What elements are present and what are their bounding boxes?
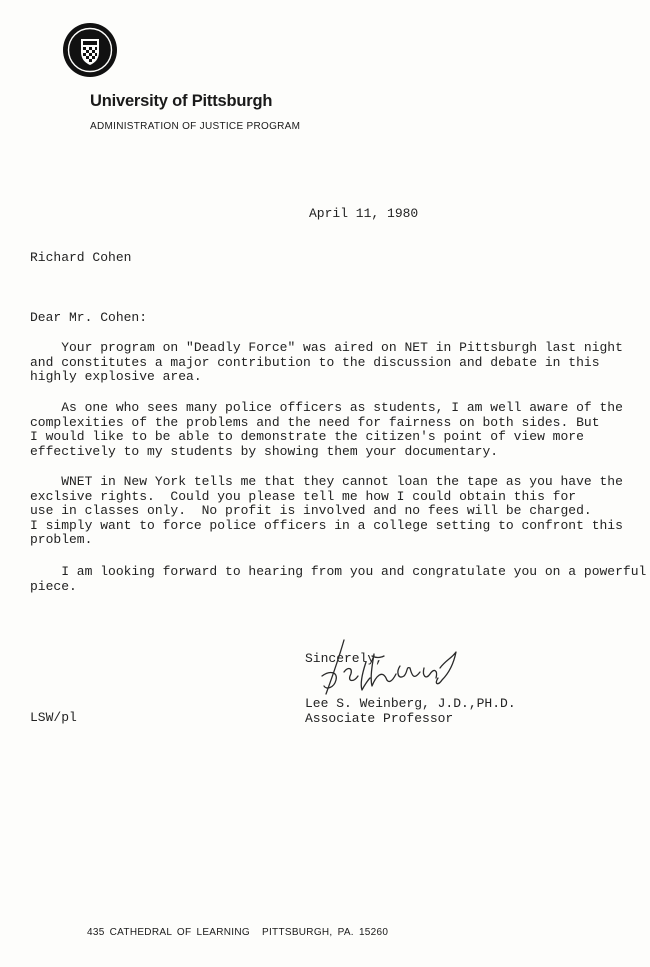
handwritten-signature (314, 632, 474, 702)
typist-initials: LSW/pl (30, 710, 77, 725)
body-paragraph-3: WNET in New York tells me that they cannot loan the tape as you have the exclsive rights. Could you please tell me how I could obtain this for use in classes only. No profit is involved and no fees will be charged. I simply want to force police officers in a college setting to confront this problem. (30, 474, 623, 547)
signer-title: Associate Professor (305, 711, 454, 726)
footer-street: 435 CATHEDRAL OF LEARNING (87, 927, 250, 938)
signer-name: Lee S. Weinberg, J.D.,PH.D. (305, 696, 516, 711)
closing: Sincerely, (305, 651, 384, 666)
body-paragraph-2: As one who sees many police officers as students, I am well aware of the complexities of the problems and the need for fairness on both sides. But I would like to be able to demonstrate the citizen's point of view more effectively to my students by showing them your documentary. (30, 400, 623, 459)
footer-address (87, 927, 388, 938)
recipient-name: Richard Cohen (30, 250, 132, 265)
salutation: Dear Mr. Cohen: (30, 310, 148, 325)
body-paragraph-1: Your program on "Deadly Force" was aired on NET in Pittsburgh last night and constitutes a major contribution to the discussion and debate in this highly explosive area. (30, 340, 623, 384)
university-name: University of Pittsburgh (90, 92, 273, 110)
footer-city: PITTSBURGH, PA. 15260 (261, 927, 389, 938)
letter-date: April 11, 1980 (309, 206, 419, 221)
program-name: ADMINISTRATION OF JUSTICE PROGRAM (90, 121, 301, 132)
university-seal-icon (62, 22, 118, 78)
body-paragraph-4: I am looking forward to hearing from you and congratulate you on a powerful piece. (30, 564, 647, 594)
